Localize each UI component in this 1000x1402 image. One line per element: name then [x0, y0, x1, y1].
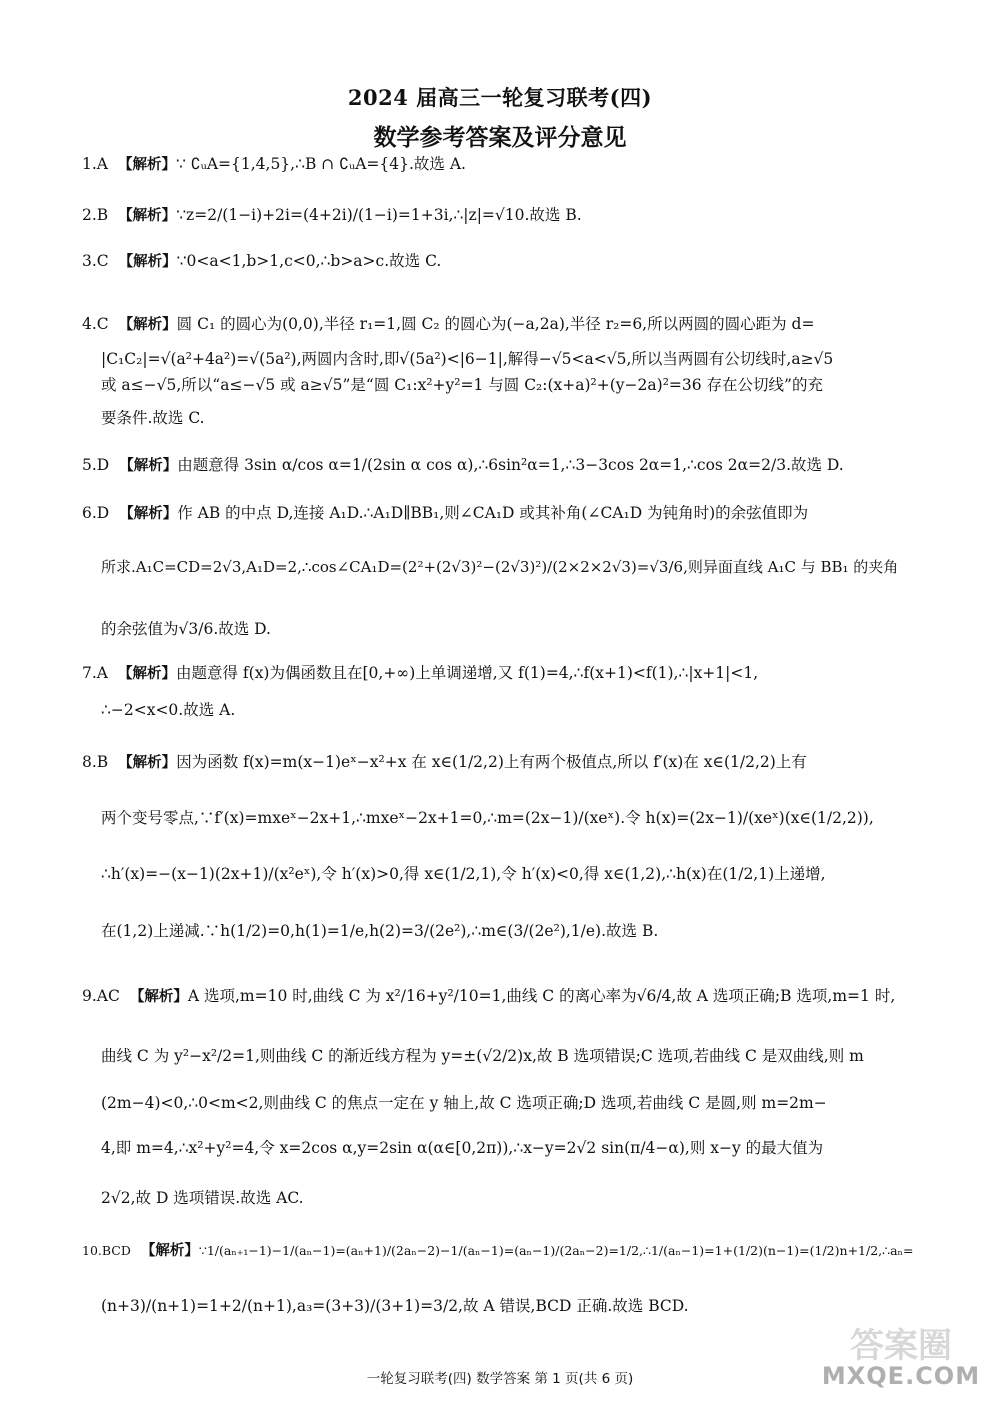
analysis-tag: 【解析】	[140, 1243, 199, 1259]
answer-line	[82, 989, 895, 1005]
answer-line	[82, 1244, 913, 1259]
answer-number: 2.B	[82, 206, 109, 224]
answer-text: ∵z=2/(1−i)+2i=(4+2i)/(1−i)=1+3i,∴|z|=√10.故选 B.	[176, 206, 582, 224]
answer-number: 7.A	[82, 664, 108, 682]
answer-line	[82, 208, 582, 224]
answer-line	[82, 506, 808, 522]
answer-number: 1.A	[82, 155, 108, 173]
answer-line	[101, 1191, 304, 1207]
answer-line	[82, 755, 807, 771]
answer-text: 由题意得 f(x)为偶函数且在[0,+∞)上单调递增,又 f(1)=4,∴f(x+1)<f(1),∴|x+1|<1,	[175, 664, 759, 682]
answer-text: ∵0<a<1,b>1,c<0,∴b>a>c.故选 C.	[176, 252, 442, 270]
answer-number: 10.BCD	[82, 1243, 131, 1258]
answer-text: 曲线 C 为 y²−x²/2=1,则曲线 C 的渐近线方程为 y=±(√2/2)x,故 B 选项错误;C 选项,若曲线 C 是双曲线,则 m	[101, 1047, 864, 1065]
answer-line	[101, 1049, 864, 1065]
answer-text: ∴h′(x)=−(x−1)(2x+1)/(x²eˣ),令 h′(x)>0,得 x∈(1/2,1),令 h′(x)<0,得 x∈(1,2),∴h(x)在(1/2,1)上递增,	[101, 865, 826, 883]
answer-text: 在(1,2)上递减.∵h(1/2)=0,h(1)=1/e,h(2)=3/(2e²),∴m∈(3/(2e²),1/e).故选 B.	[101, 922, 659, 940]
analysis-tag: 【解析】	[118, 755, 177, 771]
answer-line	[101, 703, 235, 719]
answer-text: 或 a≤−√5,所以“a≤−√5 或 a≥√5”是“圆 C₁:x²+y²=1 与圆 C₂:(x+a)²+(y−2a)²=36 存在公切线”的充	[101, 376, 823, 394]
answer-line	[101, 1141, 823, 1157]
answer-text: (2m−4)<0,∴0<m<2,则曲线 C 的焦点一定在 y 轴上,故 C 选项正确;D 选项,若曲线 C 是圆,则 m=2m−	[101, 1094, 827, 1112]
answer-line	[82, 666, 758, 682]
answer-text: ∵1/(aₙ₊₁−1)−1/(aₙ−1)=(aₙ+1)/(2aₙ−2)−1/(aₙ−1)=(aₙ−1)/(2aₙ−2)=1/2,∴1/(aₙ−1)=1+(1/2)(n−1)=(1/2)n+1/2,∴aₙ=	[198, 1243, 914, 1258]
answer-text: (n+3)/(n+1)=1+2/(n+1),a₃=(3+3)/(3+1)=3/2,故 A 错误,BCD 正确.故选 BCD.	[101, 1297, 689, 1315]
watermark	[815, 1318, 987, 1394]
analysis-tag: 【解析】	[119, 506, 178, 522]
answer-number: 8.B	[82, 753, 109, 771]
answer-text: 因为函数 f(x)=m(x−1)eˣ−x²+x 在 x∈(1/2,2)上有两个极值点,所以 f′(x)在 x∈(1/2,2)上有	[176, 753, 807, 771]
answer-text: ∵ ∁ᵤA={1,4,5},∴B ∩ ∁ᵤA={4}.故选 A.	[175, 155, 466, 173]
answer-text: 两个变号零点,∵f′(x)=mxeˣ−2x+1,∴mxeˣ−2x+1=0,∴m=(2x−1)/(xeˣ).令 h(x)=(2x−1)/(xeˣ)(x∈(1/2,2)),	[101, 809, 874, 827]
answer-line	[101, 352, 833, 368]
answer-line	[101, 378, 823, 394]
analysis-tag: 【解析】	[118, 317, 177, 333]
analysis-tag: 【解析】	[117, 157, 176, 173]
watermark-site: MXQE.COM	[821, 1362, 981, 1390]
answer-line	[101, 560, 898, 575]
answer-number: 6.D	[82, 504, 110, 522]
answer-line	[101, 924, 658, 940]
answer-line	[101, 811, 874, 827]
answer-text: 要条件.故选 C.	[101, 409, 205, 427]
answer-number: 9.AC	[82, 987, 120, 1005]
analysis-tag: 【解析】	[118, 208, 177, 224]
answer-text: 由题意得 3sin α/cos α=1/(2sin α cos α),∴6sin²α=1,∴3−3cos 2α=1,∴cos 2α=2/3.故选 D.	[177, 456, 844, 474]
analysis-tag: 【解析】	[117, 666, 176, 682]
answer-text: A 选项,m=10 时,曲线 C 为 x²/16+y²/10=1,曲线 C 的离心率为√6/4,故 A 选项正确;B 选项,m=1 时,	[187, 987, 896, 1005]
answer-line	[82, 254, 441, 270]
analysis-tag: 【解析】	[119, 458, 178, 474]
answer-text: ∴−2<x<0.故选 A.	[101, 701, 236, 719]
answer-line	[101, 411, 205, 427]
analysis-tag: 【解析】	[118, 254, 177, 270]
answer-text: 作 AB 的中点 D,连接 A₁D.∴A₁D∥BB₁,则∠CA₁D 或其补角(∠CA₁D 为钝角时)的余弦值即为	[177, 504, 809, 522]
page-footer: 一轮复习联考(四) 数学答案 第 1 页(共 6 页)	[366, 1371, 634, 1387]
answer-line	[101, 1096, 827, 1112]
answer-text: 的余弦值为√3/6.故选 D.	[101, 620, 271, 638]
answer-key-title: 数学参考答案及评分意见	[373, 125, 627, 151]
answer-text: 所求.A₁C=CD=2√3,A₁D=2,∴cos∠CA₁D=(2²+(2√3)²−(2√3)²)/(2×2×2√3)=√3/6,则异面直线 A₁C 与 BB₁ 的夹角	[101, 558, 899, 576]
answer-line	[101, 622, 271, 638]
answer-text: 4,即 m=4,∴x²+y²=4,令 x=2cos α,y=2sin α(α∈[0,2π)),∴x−y=2√2 sin(π/4−α),则 x−y 的最大值为	[101, 1139, 824, 1157]
analysis-tag: 【解析】	[129, 989, 188, 1005]
answer-line	[82, 317, 814, 333]
answer-line	[82, 157, 466, 173]
answer-line	[82, 458, 844, 474]
answer-number: 3.C	[82, 252, 109, 270]
answer-text: 2√2,故 D 选项错误.故选 AC.	[101, 1189, 304, 1207]
answer-number: 4.C	[82, 315, 109, 333]
answer-line	[101, 1299, 689, 1315]
watermark-logo: 答案圈	[850, 1326, 952, 1366]
answer-text: |C₁C₂|=√(a²+4a²)=√(5a²),两圆内含时,即√(5a²)<|6−1|,解得−√5<a<√5,所以当两圆有公切线时,a≥√5	[101, 350, 834, 368]
answer-number: 5.D	[82, 456, 110, 474]
exam-title: 2024 届高三一轮复习联考(四)	[347, 85, 653, 110]
answer-line	[101, 867, 826, 883]
answer-text: 圆 C₁ 的圆心为(0,0),半径 r₁=1,圆 C₂ 的圆心为(−a,2a),半径 r₂=6,所以两圆的圆心距为 d=	[176, 315, 815, 333]
